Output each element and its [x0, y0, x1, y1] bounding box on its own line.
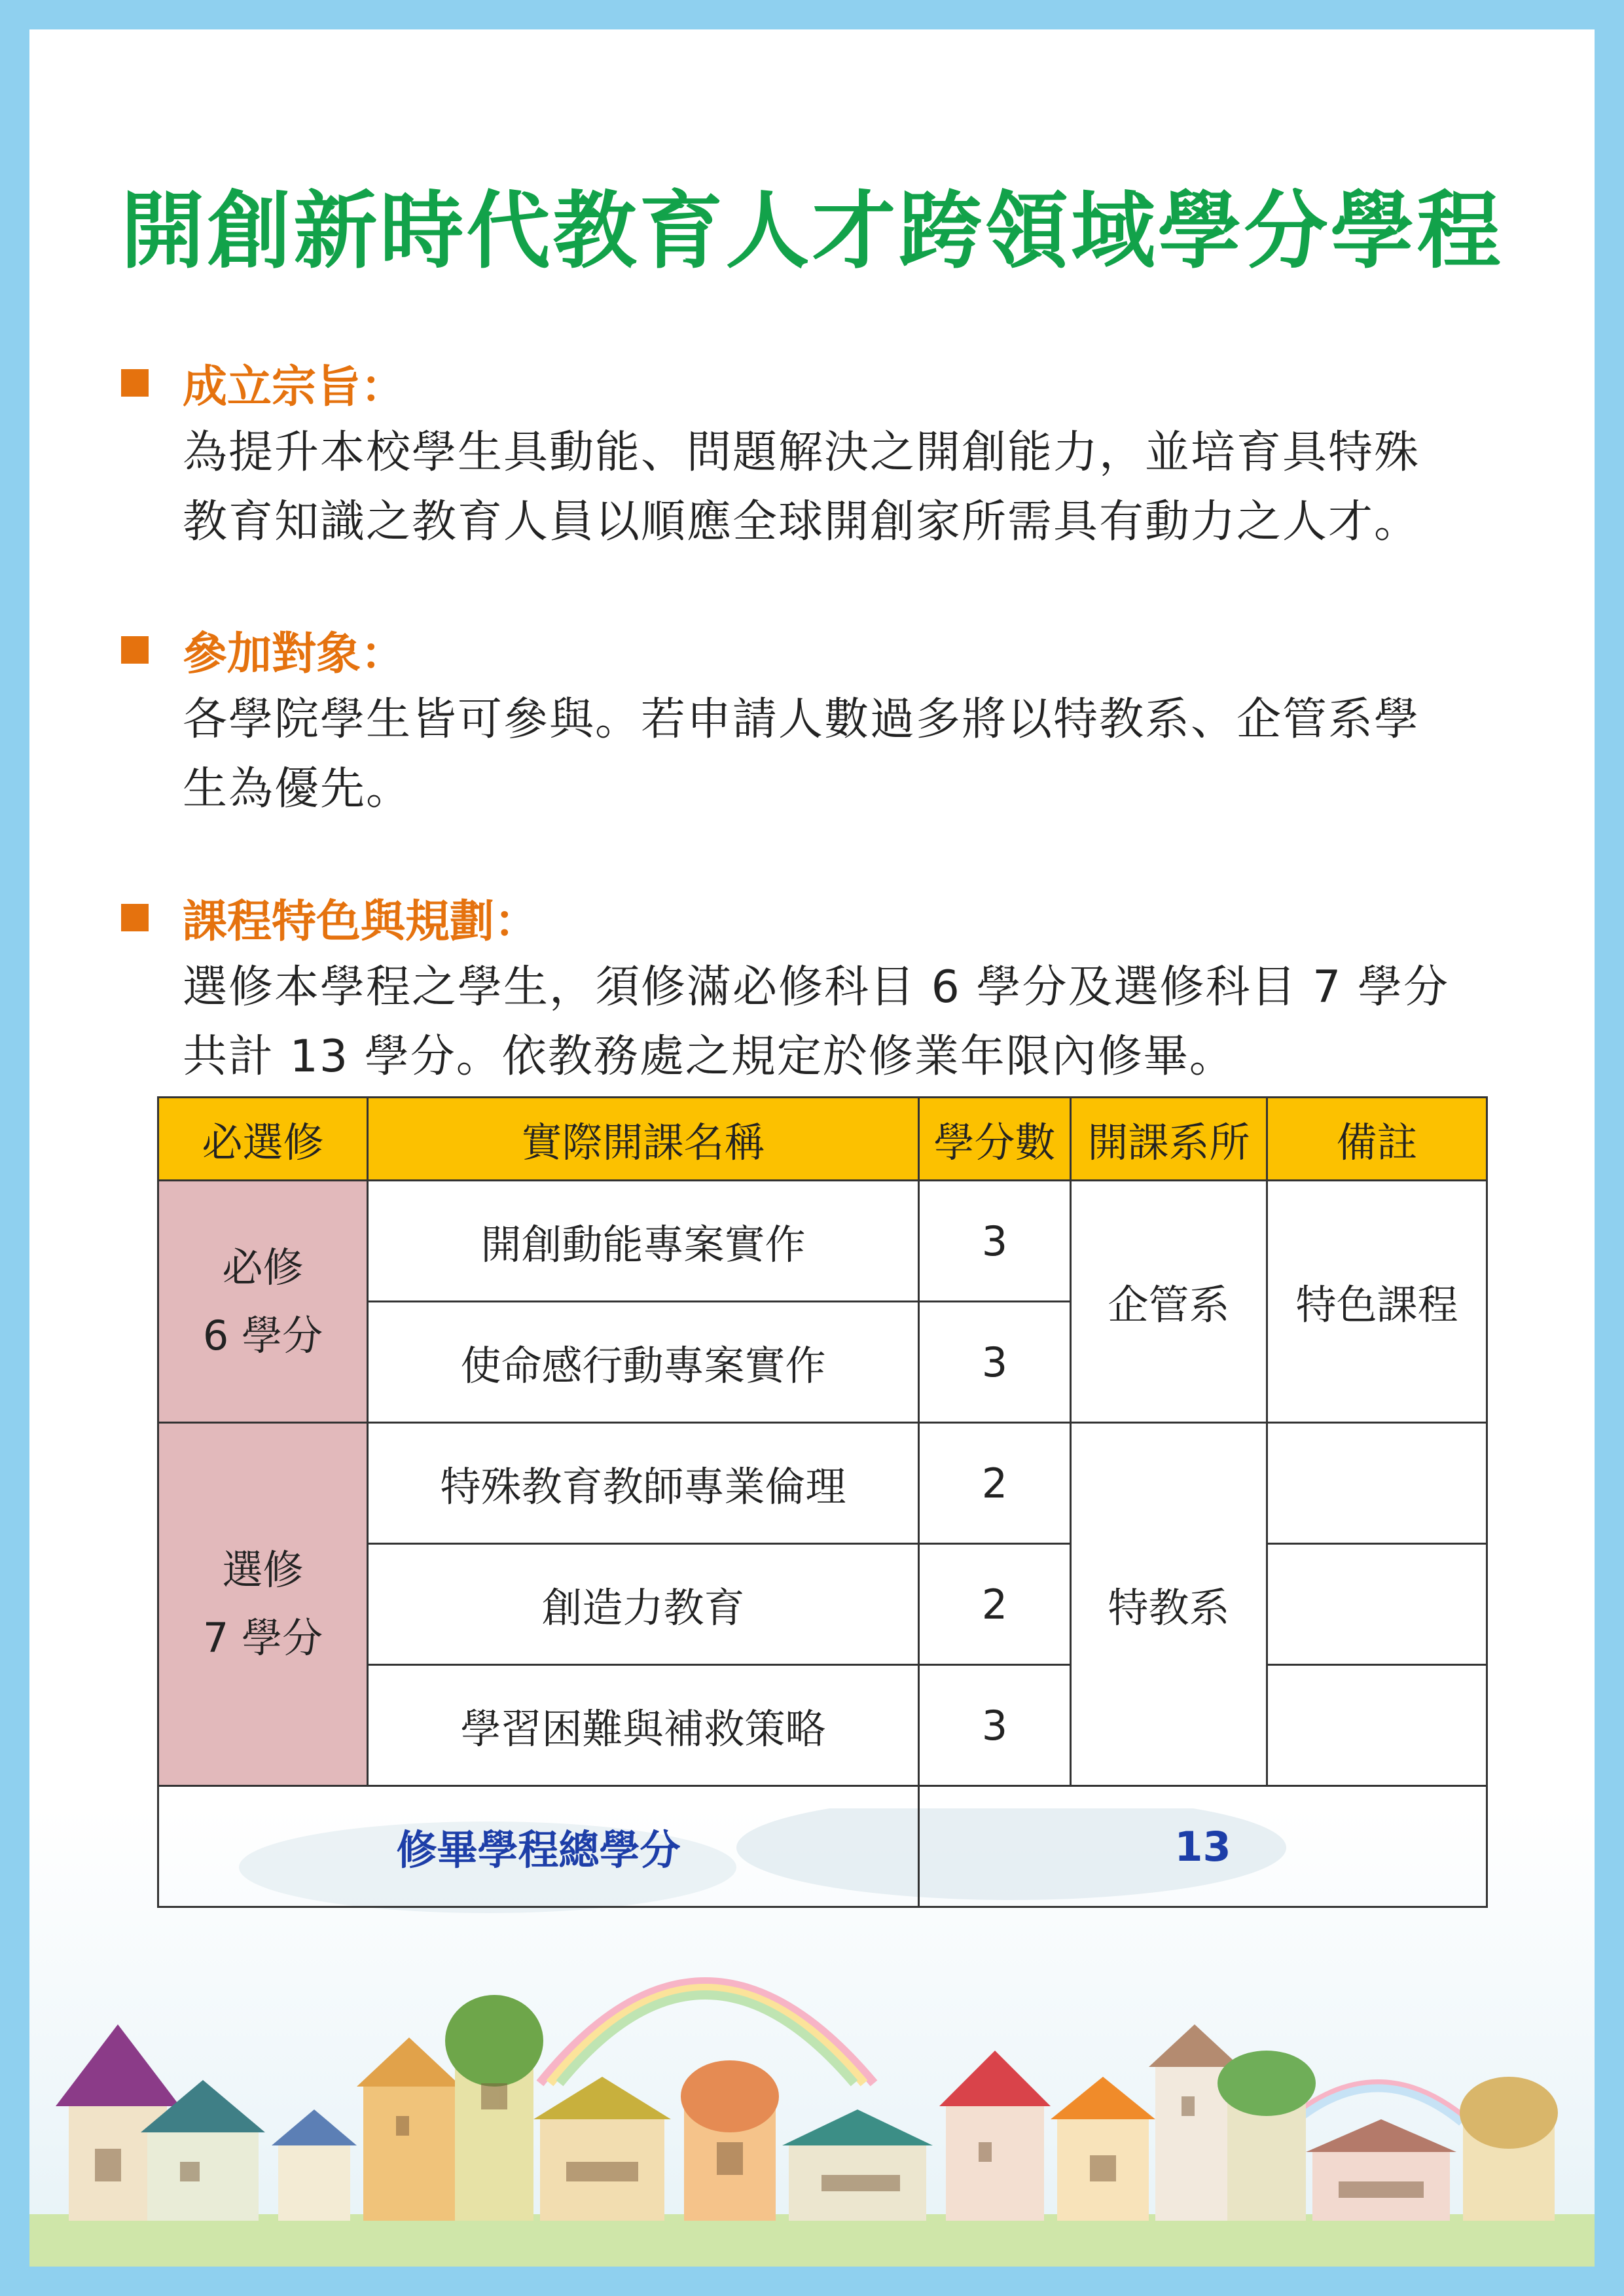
square-bullet-icon — [121, 369, 149, 397]
section-curriculum — [115, 885, 1522, 1092]
square-bullet-icon — [121, 904, 149, 931]
category-label: 選修 — [222, 1546, 304, 1594]
section-purpose — [115, 350, 1522, 557]
body-line: 教育知識之教育人員以順應全球開創家所需具有動力之人才。 — [183, 496, 1420, 548]
course-credits: 2 — [919, 1423, 1071, 1544]
section-heading: 課程特色與規劃： — [183, 895, 539, 948]
table-row — [158, 1423, 1487, 1544]
section-body — [183, 685, 1522, 824]
note-cell — [1267, 1665, 1487, 1786]
course-name: 開創動能專案實作 — [368, 1181, 919, 1302]
body-line: 生為優先。 — [183, 763, 412, 815]
category-credits: 6 學分 — [202, 1311, 323, 1359]
note-cell — [1267, 1544, 1487, 1665]
department-cell: 特教系 — [1071, 1423, 1267, 1786]
body-line: 共計 13 學分。依教務處之規定於修業年限內修畢。 — [183, 1031, 1235, 1083]
course-name: 創造力教育 — [368, 1544, 919, 1665]
category-credits: 7 學分 — [202, 1614, 323, 1662]
elective-category-cell — [158, 1423, 368, 1786]
department-cell: 企管系 — [1071, 1181, 1267, 1423]
section-heading: 成立宗旨： — [183, 361, 406, 413]
course-table — [157, 1096, 1488, 1908]
category-label: 必修 — [222, 1243, 304, 1291]
course-name: 學習困難與補救策略 — [368, 1665, 919, 1786]
total-label: 修畢學程總學分 — [158, 1786, 919, 1907]
body-line: 各學院學生皆可參與。若申請人數過多將以特教系、企管系學 — [183, 694, 1420, 745]
column-header: 開課系所 — [1071, 1098, 1267, 1181]
column-header: 學分數 — [919, 1098, 1071, 1181]
course-name: 使命感行動專案實作 — [368, 1302, 919, 1423]
section-audience — [115, 617, 1522, 824]
course-credits: 3 — [919, 1665, 1071, 1786]
course-name: 特殊教育教師專業倫理 — [368, 1423, 919, 1544]
note-cell — [1267, 1423, 1487, 1544]
note-cell: 特色課程 — [1267, 1181, 1487, 1423]
required-category-cell — [158, 1181, 368, 1423]
section-heading: 參加對象： — [183, 628, 406, 680]
column-header: 備註 — [1267, 1098, 1487, 1181]
course-credits: 3 — [919, 1302, 1071, 1423]
table-row — [158, 1181, 1487, 1302]
table-header-row — [158, 1098, 1487, 1181]
body-line: 為提升本校學生具動能、問題解決之開創能力，並培育具特殊 — [183, 427, 1420, 478]
column-header: 必選修 — [158, 1098, 368, 1181]
page-title: 開創新時代教育人才跨領域學分學程 — [120, 183, 1504, 280]
poster-page — [29, 29, 1595, 2267]
section-body — [183, 418, 1522, 557]
course-credits: 3 — [919, 1181, 1071, 1302]
total-value: 13 — [919, 1786, 1487, 1907]
section-body — [183, 953, 1522, 1092]
square-bullet-icon — [121, 636, 149, 664]
column-header: 實際開課名稱 — [368, 1098, 919, 1181]
table-total-row — [158, 1786, 1487, 1907]
body-line: 選修本學程之學生，須修滿必修科目 6 學分及選修科目 7 學分 — [183, 961, 1449, 1013]
course-credits: 2 — [919, 1544, 1071, 1665]
